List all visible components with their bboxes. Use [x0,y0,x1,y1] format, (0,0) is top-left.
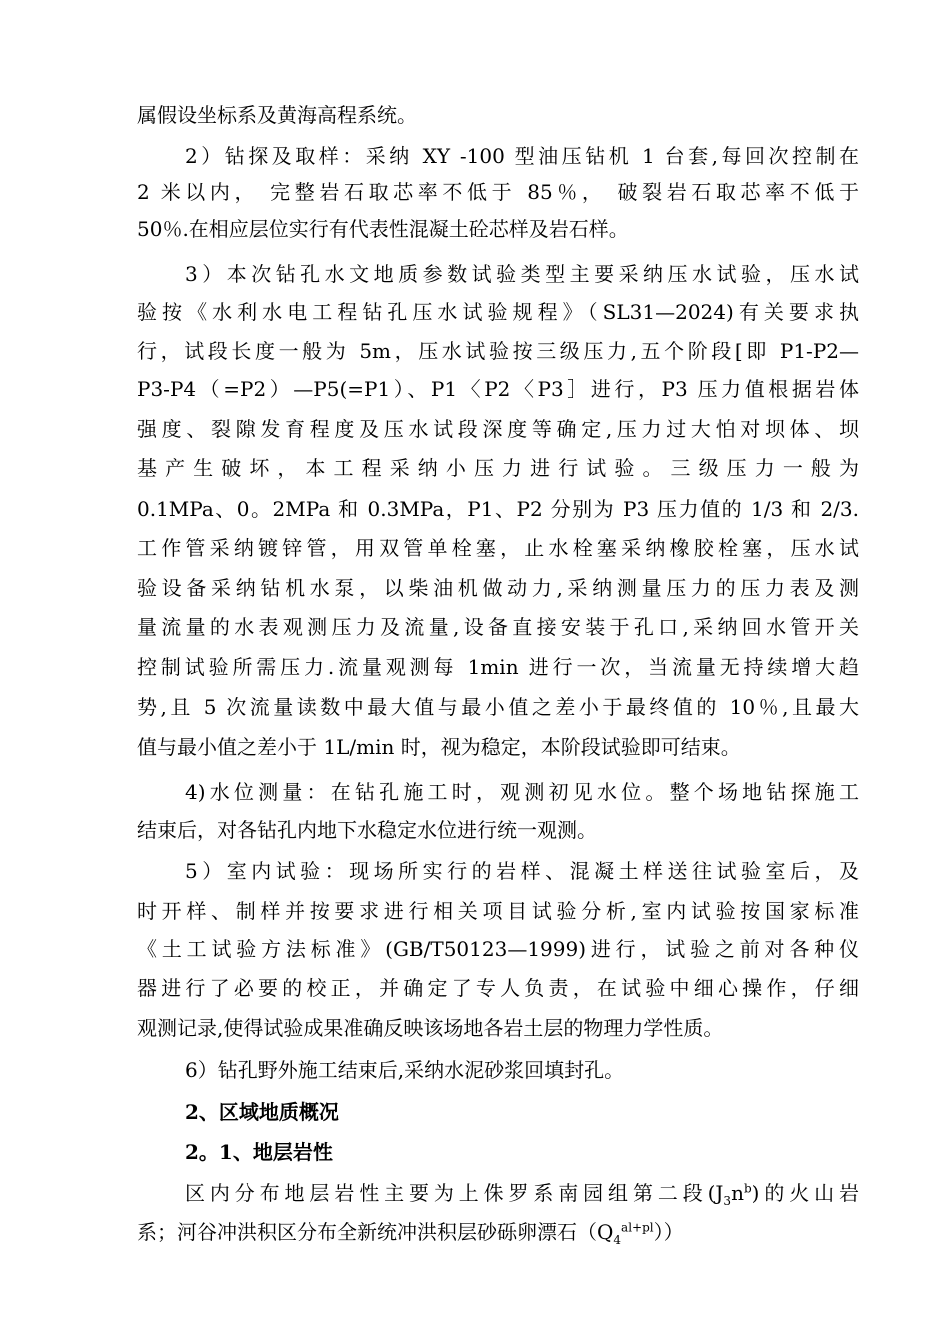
text-run: 区内分布地层岩性主要为上侏罗系南园组第二段(J [185,1181,724,1205]
subscript: 3 [723,1194,732,1208]
text-line: 《土工试验方法标准》(GB/T50123—1999)进行，试验之前对各种仪 [137,937,859,961]
text-run: n [731,1181,744,1205]
text-line: 5）室内试验：现场所实行的岩样、混凝土样送往试验室后，及 [185,859,859,883]
text-line: 3）本次钻孔水文地质参数试验类型主要采纳压水试验，压水试 [185,262,859,286]
superscript: b [743,1181,752,1196]
text-line: 时开样、制样并按要求进行相关项目试验分析,室内试验按国家标准 [137,899,859,923]
text-line: 值与最小值之差小于 1L/min 时，视为稳定，本阶段试验即可结束。 [137,735,741,759]
text-line: 工作管采纳镀锌管，用双管单栓塞，止水栓塞采纳橡胶栓塞，压水试 [137,536,859,560]
text-line: 2）钻探及取样：采纳 XY -100 型油压钻机 1 台套,每回次控制在 [185,144,859,168]
text-line: 50％.在相应层位实行有代表性混凝土砼芯样及岩石样。 [137,217,629,241]
text-line: 2 米以内， 完整岩石取芯率不低于 85％， 破裂岩石取芯率不低于 [137,180,859,204]
text-line: 基产生破坏，本工程采纳小压力进行试验。三级压力一般为 [137,456,859,480]
text-line: 6）钻孔野外施工结束后,采纳水泥砂浆回填封孔。 [185,1058,625,1082]
text-line: 属假设坐标系及黄海高程系统。 [137,103,417,127]
text-line: 4)水位测量：在钻孔施工时，观测初见水位。整个场地钻探施工 [185,780,859,804]
text-line [137,1214,859,1250]
text-line: 强度、裂隙发育程度及压水试段深度等确定,压力过大怕对坝体、坝 [137,417,859,441]
text-line: 器进行了必要的校正，并确定了专人负责，在试验中细心操作，仔细 [137,976,859,1000]
text-line: 势,且 5 次流量读数中最大值与最小值之差小于最终值的 10％,且最大 [137,695,859,719]
text-line: 0.1MPa、0。2MPa 和 0.3MPa，P1、P2 分别为 P3 压力值的 1/3 和 2/3. [137,497,859,521]
text-line: 量流量的水表观测压力及流量,设备直接安装于孔口,采纳回水管开关 [137,615,859,639]
text-line: 观测记录,使得试验成果准确反映该场地各岩土层的物理力学性质。 [137,1016,724,1040]
subsection-heading: 2。1、地层岩性 [185,1140,333,1164]
text-line: 行，试段长度一般为 5m，压水试验按三级压力,五个阶段[即 P1-P2— [137,339,859,363]
text-run: 系；河谷冲洪积区分布全新统冲洪积层砂砾卵漂石（Q [137,1220,614,1244]
text-line: 验按《水利水电工程钻孔压水试验规程》（SL31—2024)有关要求执 [137,300,859,324]
superscript: al+pl [621,1220,654,1235]
text-line [185,1175,859,1211]
subscript: 4 [613,1233,622,1247]
text-line: P3-P4（=P2）—P5(=P1）、P1〈P2〈P3］进行，P3 压力值根据岩体 [137,377,859,401]
text-line: 验设备采纳钻机水泵，以柴油机做动力,采纳测量压力的压力表及测 [137,576,859,600]
section-heading: 2、区域地质概况 [185,1100,339,1124]
text-line: 结束后，对各钻孔内地下水稳定水位进行统一观测。 [137,818,597,842]
text-line: 控制试验所需压力.流量观测每 1min 进行一次，当流量无持续增大趋 [137,655,859,679]
text-run: ）） [653,1220,684,1244]
text-run: )的火山岩 [751,1181,859,1205]
